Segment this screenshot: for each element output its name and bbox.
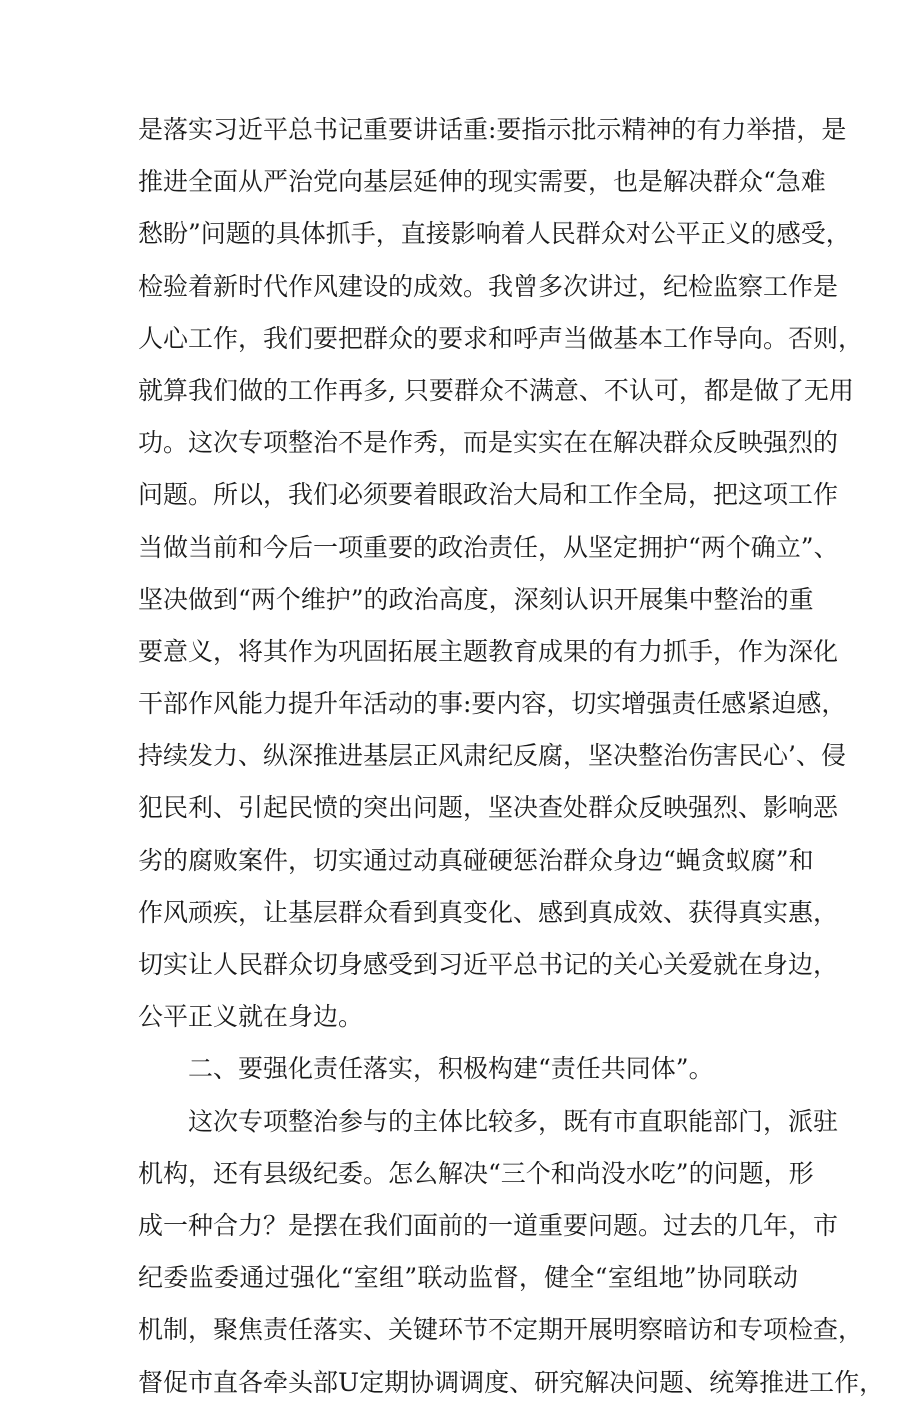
paragraph-line: 检验着新时代作风建设的成效。我曾多次讲过，纪检监察工作是 — [138, 271, 839, 301]
paragraph-line: 愁盼”问题的具体抓手，直接影响着人民群众对公平正义的感受， — [138, 219, 851, 249]
paragraph-line: 成一种合力？是摆在我们面前的一道重要问题。过去的几年，市 — [138, 1210, 839, 1240]
paragraph-line: 督促市直各牵头部U定期协调调度、研究解决问题、统筹推进工作， — [138, 1367, 885, 1397]
paragraph-line: 是落实习近平总书记重要讲话重:要指示批示精神的有力举措，是 — [138, 115, 847, 144]
paragraph-line: 劣的腐败案件，切实通过动真碰硬惩治群众身边“蝇贪蚁腐”和 — [138, 845, 814, 875]
paragraph-line: 当做当前和今后一项重要的政治责任，从坚定拥护“两个确立”、 — [138, 532, 839, 562]
paragraph-line: 纪委监委通过强化“室组”联动监督，健全“室组地”协同联动 — [138, 1263, 798, 1293]
document-body — [138, 104, 885, 1409]
section-heading: 二、要强化责任落实，积极构建“责任共同体”。 — [188, 1054, 714, 1084]
paragraph-line: 就算我们做的工作再多, 只要群众不满意、不认可，都是做了无用 — [138, 375, 854, 405]
paragraph-line: 机构，还有县级纪委。怎么解决“三个和尚没水吃”的问题，形 — [138, 1158, 814, 1188]
paragraph-line: 干部作风能力提升年活动的事:要内容，切实增强责任感紧迫感， — [138, 689, 847, 719]
paragraph-line: 功。这次专项整治不是作秀，而是实实在在解决群众反映强烈的 — [138, 428, 839, 458]
paragraph-line: 坚决做到“两个维护”的政治高度，深刻认识开展集中整治的重 — [138, 584, 814, 614]
paragraph-line: 切实让人民群众切身感受到习近平总书记的关心关爱就在身边， — [138, 950, 839, 979]
paragraph-line: 推进全面从严治党向基层延伸的现实需要，也是解决群众“急难 — [138, 167, 826, 197]
paragraph-line: 问题。所以，我们必须要着眼政治大局和工作全局，把这项工作 — [138, 480, 839, 510]
paragraph-line: 作风顽疾，让基层群众看到真变化、感到真成效、获得真实惠， — [138, 897, 839, 927]
paragraph-line: 要意义，将其作为巩固拓展主题教育成果的有力抓手，作为深化 — [138, 636, 839, 666]
paragraph-line: 公平正义就在身边。 — [138, 1002, 364, 1032]
paragraph-line: 犯民利、引起民愤的突出问题，坚决查处群众反映强烈、影响恶 — [138, 793, 839, 823]
paragraph-line: 人心工作，我们要把群众的要求和呼声当做基本工作导向。否则， — [138, 323, 864, 353]
paragraph-line: 机制，聚焦责任落实、关键环节不定期开展明察暗访和专项检查， — [138, 1315, 864, 1345]
paragraph-line: 这次专项整治参与的主体比较多，既有市直职能部门，派驻 — [188, 1106, 839, 1136]
paragraph-line: 持续发力、纵深推进基层正风肃纪反腐，坚决整治伤害民心’、侵 — [138, 741, 846, 771]
